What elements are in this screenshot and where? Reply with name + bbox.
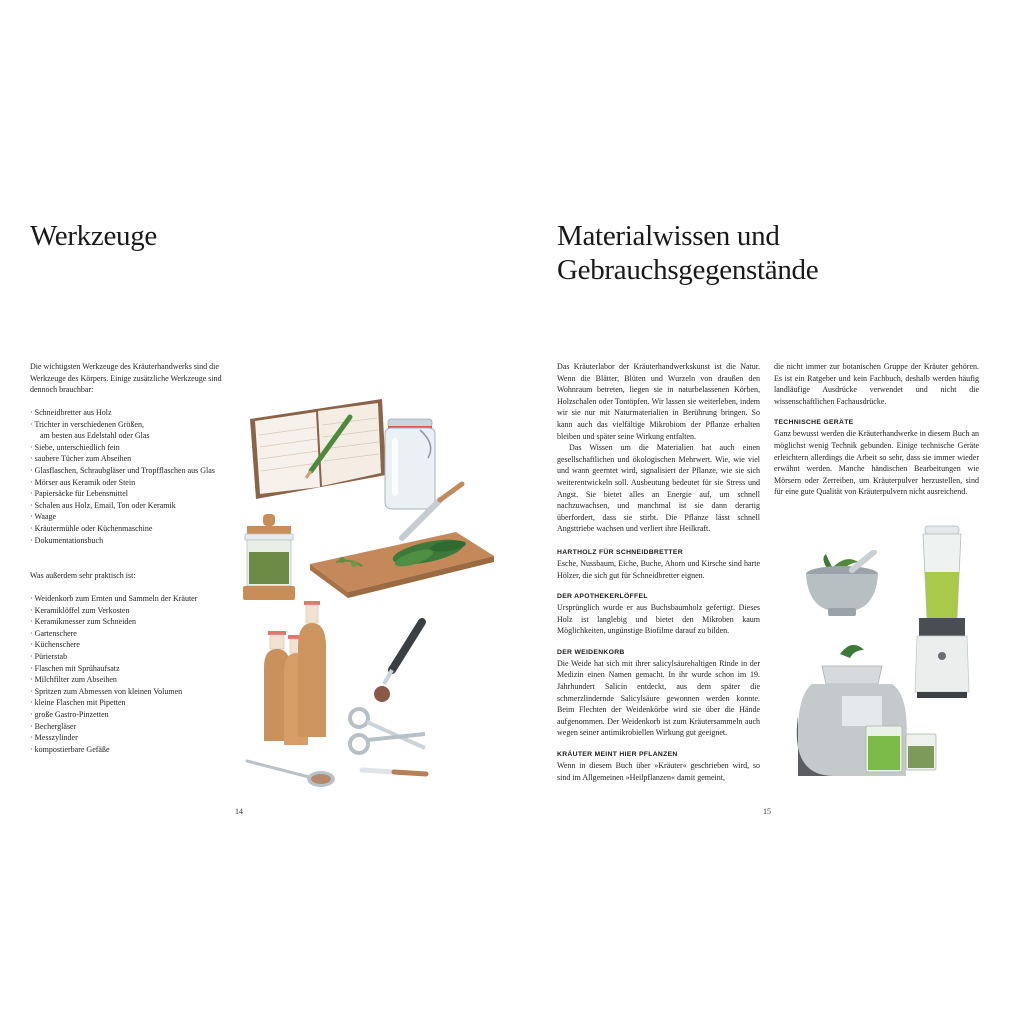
- list-item: · Keramikmesser zum Schneiden: [30, 617, 136, 627]
- cutting-board-herbs-illustration: [306, 480, 496, 600]
- list-item: · Messzylinder: [30, 733, 78, 743]
- list-item: · Spritzen zum Abmessen von kleinen Volumen: [30, 686, 183, 696]
- list-item: · Flaschen mit Sprühaufsatz: [30, 663, 120, 673]
- list-item: · Schneidbretter aus Holz: [30, 408, 112, 417]
- list-item: · Bechergläser: [30, 721, 77, 731]
- pipette-bottle-illustration: [368, 612, 440, 704]
- list-item: · Pürierstab: [30, 651, 68, 661]
- list-item: · kleine Flaschen mit Pipetten: [30, 698, 126, 708]
- paragraph: Das Wissen um die Materialien hat auch einen gesellschaftlichen und ökologischen Mehrwert. Wie, wie viel und wann geerntet wird, signalisiert der Pflanze, wie sie sich weiterentwickeln soll. Ausbeutung bedeutet für sie Stress und Angst. Sie bietet alles an Energie auf, um schnell nachzuwachsen, und manchmal ist sie dann derartig überfordert, dass sie stirbt. Die Pflanze lässt schnell Angsttriebe wachsen und verliert ihre Heilkraft.: [557, 443, 760, 534]
- extras-intro: Was außerdem sehr praktisch ist:: [30, 571, 136, 580]
- paragraph: Das Kräuterlabor der Kräuterhandwerkskunst ist die Natur. Wenn die Blätter, Blüten und Wurzeln von draußen den Wohnraum betreten, liegen sie in naturbelassenen Körben, Holzschalen oder Tontöpfen. Wir lassen sie weiterleben, indem wir sie nur mit Naturmaterialien in Berührung bringen. So kann auch das vielfältige Mikrobiom der Pflanze erhalten bleiben und später seine Wirkung entfalten.: [557, 362, 760, 441]
- list-item: · große Gastro-Pinzetten: [30, 709, 109, 719]
- list-item: · Milchfilter zum Abseihen: [30, 675, 117, 685]
- section-heading: HARTHOLZ FÜR SCHNEIDBRETTER: [557, 548, 683, 556]
- tools-intro: Die wichtigsten Werkzeuge des Kräuterhandwerks sind die Werkzeuge des Körpers. Einige zusätzliche Werkzeuge sind dennoch brauchbar:: [30, 362, 222, 395]
- section-heading: DER APOTHEKERLÖFFEL: [557, 593, 648, 601]
- list-item: · Mörser aus Keramik oder Stein: [30, 477, 136, 487]
- section-heading: TECHNISCHE GERÄTE: [774, 419, 854, 427]
- paragraph: Ganz bewusst werden die Kräuterhandwerke in diesem Buch an möglichst wenig Technik gebunden. Einige technische Geräte erleichtern allerdings die Arbeit so sehr, dass sie immer wieder erwähnt werden. Manche händischen Bearbeitungen wie Mörsern oder Zerreiben, um Kräuterpulver herzustellen, sind für eine gute Qualität von Kräuterpulvern nicht ausreichend.: [774, 429, 979, 497]
- list-item: · Dokumentationsbuch: [30, 535, 104, 545]
- page-title-materialwissen: Materialwissen und Gebrauchsgegenstände: [557, 220, 819, 286]
- paragraph: Die Weide hat sich mit ihrer salicylsäurehaltigen Rinde in der Medizin einen Namen gemacht. In ihr wurde schon im 19. Jahrhundert Salicin entdeckt, aus dem später die schmerzlindernde Salicylsäure gewonnen werden konnte. Beim Flechten der Weidenkörbe wird sie über die Hände aufgenommen. Der Weidenkorb ist zum Kräutersammeln auch wegen seiner antimikrobiellen Wirkung gut geeignet.: [557, 658, 760, 738]
- paragraph: die nicht immer zur botanischen Gruppe der Kräuter gehören. Es ist ein Ratgeber und kein Fachbuch, deshalb werden häufig landläufige Ausdrücke verwendet und nicht die wissenschaftlichen Fachausdrücke.: [774, 362, 979, 406]
- list-item: · Keramiklöffel zum Verkosten: [30, 605, 130, 615]
- list-item: · Siebe, unterschiedlich fein: [30, 442, 120, 452]
- page-number: 14: [235, 807, 243, 816]
- list-item: · Schalen aus Holz, Email, Ton oder Keramik: [30, 500, 176, 510]
- list-item: · Trichter in verschiedenen Größen, am besten aus Edelstahl oder Glas: [30, 419, 150, 441]
- right-page: [512, 0, 1024, 1024]
- herb-grinder-illustration: [237, 512, 301, 606]
- page-title-werkzeuge: Werkzeuge: [30, 220, 157, 252]
- mortar-pestle-illustration: [802, 550, 882, 620]
- paragraph: Ursprünglich wurde er aus Buchsbaumholz gefertigt. Dieses Holz ist langlebig und bietet den Mikroben kaum Möglichkeiten, ungünstige Biofilme darauf zu bilden.: [557, 603, 760, 636]
- list-item: · Kräutermühle oder Küchenmaschine: [30, 523, 153, 533]
- paragraph: Wenn in diesem Buch über »Kräuter« geschrieben wird, so sind im Allgemeinen »Heilpflanzen« damit gemeint,: [557, 761, 760, 782]
- juicer-illustration: [782, 636, 942, 786]
- section-heading: DER WEIDENKORB: [557, 648, 625, 656]
- list-item: · saubere Tücher zum Abseihen: [30, 454, 132, 464]
- knife-illustration: [358, 764, 430, 780]
- list-item: · Weidenkorb zum Ernten und Sammeln der Kräuter: [30, 594, 198, 603]
- list-item: · Gartenschere: [30, 628, 77, 638]
- paragraph: Esche, Nussbaum, Eiche, Buche, Ahorn und Kirsche sind harte Hölzer, die sich gut für Schneidbretter eignen.: [557, 558, 760, 580]
- scissors-illustration: [345, 704, 427, 760]
- list-item: · Glasflaschen, Schraubgläser und Tropfflaschen aus Glas: [30, 465, 215, 475]
- swing-top-bottles-illustration: [260, 597, 330, 749]
- list-item: · kompostierbare Gefäße: [30, 744, 110, 754]
- list-item: · Küchenschere: [30, 640, 80, 650]
- text-column-1: [557, 361, 760, 783]
- list-item: · Papiersäcke für Lebensmittel: [30, 489, 128, 499]
- list-item: · Waage: [30, 512, 57, 522]
- tools-list: [30, 407, 245, 546]
- spoon-illustration: [243, 755, 341, 791]
- text-column-2: [774, 361, 979, 498]
- section-heading: KRÄUTER MEINT HIER PFLANZEN: [557, 751, 678, 759]
- page-number: 15: [763, 807, 771, 816]
- extras-list: [30, 593, 245, 755]
